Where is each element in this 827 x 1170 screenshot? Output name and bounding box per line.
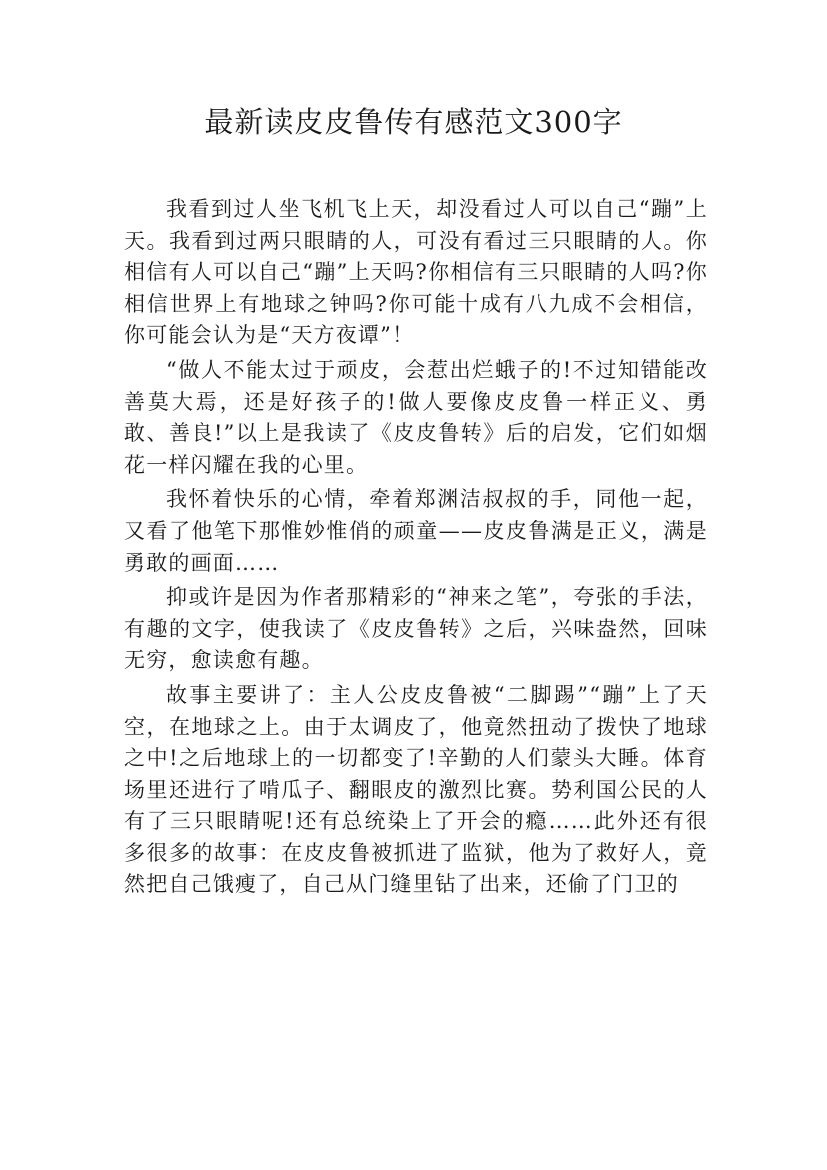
paragraph-5: 故事主要讲了：主人公皮皮鲁被“二脚踢”“蹦”上了天空，在地球之上。由于太调皮了，他竟然扭动了拨快了地球之中!之后地球上的一切都变了!辛勤的人们蒙头大睡。体育场里还进行了啃瓜子、翻眼皮的激烈比赛。势利国公民的人有了三只眼睛呢!还有总统染上了开会的瘾……此外还有很多很多的故事：在皮皮鲁被抓进了监狱，他为了救好人，竟然把自己饿瘦了，自己从门缝里钻了出来，还偷了门卫的 bbox=[124, 682, 708, 897]
document-body bbox=[124, 194, 708, 904]
paragraph-1: 我看到过人坐飞机飞上天，却没看过人可以自己“蹦”上天。我看到过两只眼睛的人，可没有看过三只眼睛的人。你相信有人可以自己“蹦”上天吗?你相信有三只眼睛的人吗?你相信世界上有地球之钟吗?你可能十成有八九成不会相信，你可能会认为是“天方夜谭”！ bbox=[124, 197, 708, 348]
document-title: 最新读皮皮鲁传有感范文300字 bbox=[204, 105, 623, 139]
paragraph-3: 我怀着快乐的心情，牵着郑渊洁叔叔的手，同他一起，又看了他笔下那惟妙惟俏的顽童——皮皮鲁满是正义，满是勇敢的画面…… bbox=[124, 487, 708, 575]
paragraph-4: 抑或许是因为作者那精彩的“神来之笔”，夸张的手法，有趣的文字，使我读了《皮皮鲁转》之后，兴味盎然，回味无穷，愈读愈有趣。 bbox=[124, 585, 708, 673]
paragraph-2: “做人不能太过于顽皮，会惹出烂蛾子的!不过知错能改善莫大焉，还是好孩子的!做人要像皮皮鲁一样正义、勇敢、善良!”以上是我读了《皮皮鲁转》后的启发，它们如烟花一样闪耀在我的心里。 bbox=[124, 357, 708, 477]
